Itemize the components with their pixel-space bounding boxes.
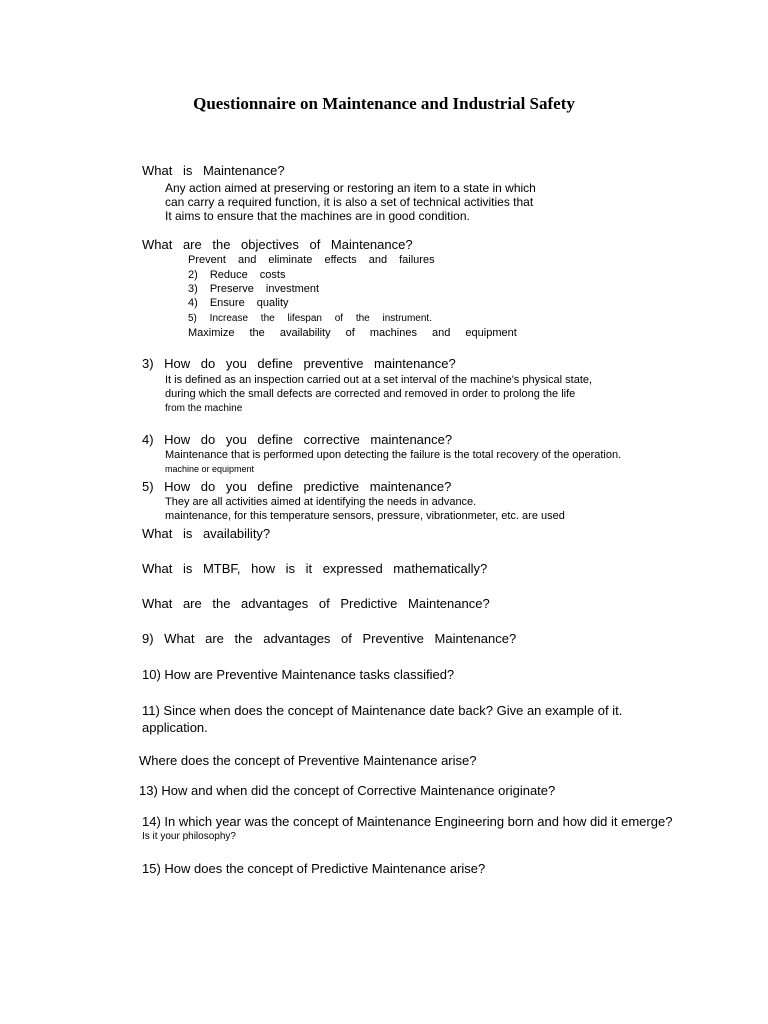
- question-maintenance-origin-cont: application.: [142, 720, 208, 735]
- question-corrective: 4) How do you define corrective maintenance?: [142, 432, 453, 447]
- question-maintenance-origin: 11) Since when does the concept of Maintenance date back? Give an example of it.: [142, 703, 623, 718]
- objective-item: Maximize the availability of machines and equipment: [188, 327, 517, 339]
- question-mtbf: What is MTBF, how is it expressed mathematically?: [142, 561, 488, 576]
- objective-item: 3) Preserve investment: [188, 283, 320, 295]
- answer-line: It is defined as an inspection carried out at a set interval of the machine's physical state,: [165, 374, 593, 386]
- question-predictive: 5) How do you define predictive maintenance?: [142, 479, 452, 494]
- question-engineering-year: 14) In which year was the concept of Maintenance Engineering born and how did it emerge?: [142, 814, 673, 829]
- objective-item: 4) Ensure quality: [188, 297, 289, 309]
- answer-line: maintenance, for this temperature sensors, pressure, vibrationmeter, etc. are used: [165, 510, 565, 522]
- answer-line: Maintenance that is performed upon detecting the failure is the total recovery of the operation.: [165, 449, 622, 461]
- answer-line: Any action aimed at preserving or restoring an item to a state in which: [165, 181, 536, 195]
- question-predictive-advantages: What are the advantages of Predictive Maintenance?: [142, 596, 490, 611]
- document-title: Questionnaire on Maintenance and Industrial Safety: [193, 94, 575, 113]
- question-availability: What is availability?: [142, 526, 271, 541]
- question-objectives: What are the objectives of Maintenance?: [142, 237, 413, 252]
- question-preventive-advantages: 9) What are the advantages of Preventive Maintenance?: [142, 631, 517, 646]
- question-preventive-tasks: 10) How are Preventive Maintenance tasks classified?: [142, 667, 455, 682]
- answer-line: during which the small defects are corrected and removed in order to prolong the life: [165, 388, 576, 400]
- question-predictive-arise: 15) How does the concept of Predictive Maintenance arise?: [142, 861, 486, 876]
- answer-line: can carry a required function, it is also a set of technical activities that: [165, 195, 534, 209]
- answer-line: from the machine: [165, 403, 243, 414]
- answer-line: They are all activities aimed at identifying the needs in advance.: [165, 496, 477, 508]
- answer-line: machine or equipment: [165, 464, 255, 474]
- question-what-is-maintenance: What is Maintenance?: [142, 163, 285, 178]
- objective-item: 5) Increase the lifespan of the instrument.: [188, 313, 432, 324]
- question-corrective-origin: 13) How and when did the concept of Corrective Maintenance originate?: [139, 783, 556, 798]
- question-preventive-arise: Where does the concept of Preventive Maintenance arise?: [139, 753, 477, 768]
- objective-item: Prevent and eliminate effects and failures: [188, 254, 435, 266]
- answer-line: It aims to ensure that the machines are in good condition.: [165, 209, 470, 223]
- question-preventive: 3) How do you define preventive maintenance?: [142, 356, 456, 371]
- objective-item: 2) Reduce costs: [188, 269, 286, 281]
- question-engineering-year-cont: Is it your philosophy?: [142, 831, 236, 842]
